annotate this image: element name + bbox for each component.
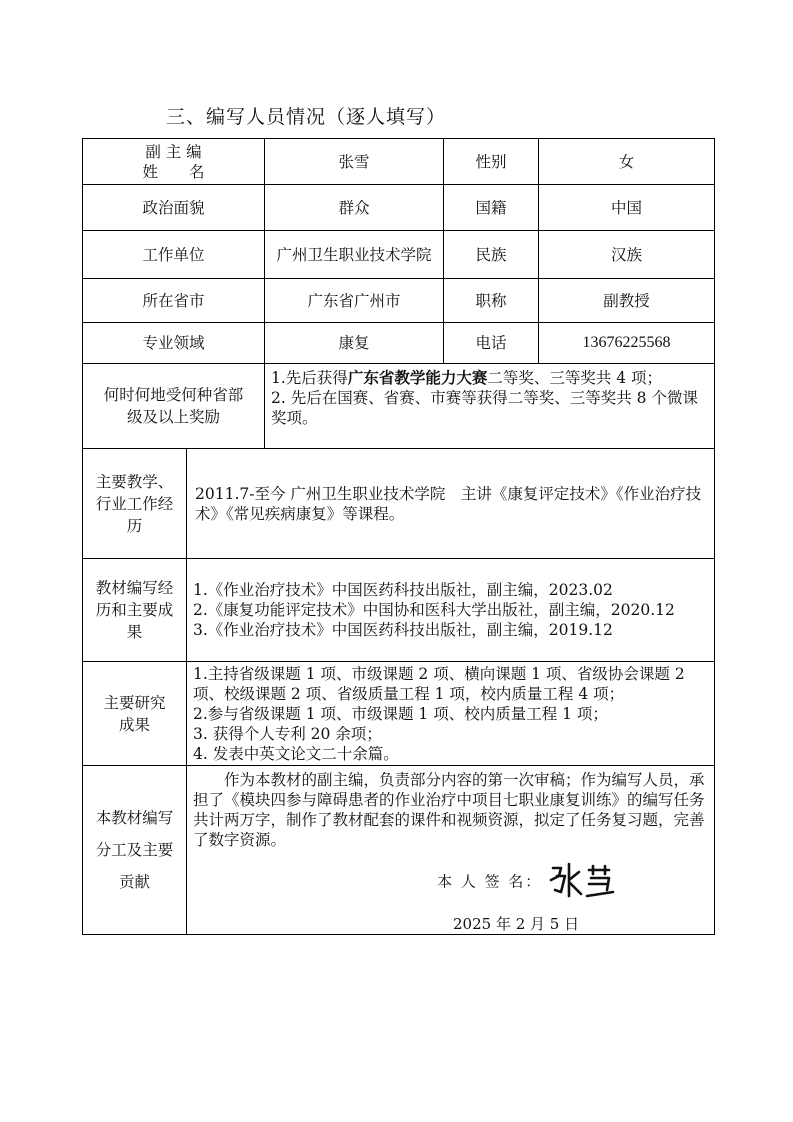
employer-value: 广州卫生职业技术学院 [265,231,444,279]
province-label: 所在省市 [83,279,265,323]
awards-line-2: 2. 先后在国赛、省赛、市赛等获得二等奖、三等奖共 8 个微课奖项。 [271,389,698,427]
signature-date: 2025 年 2 月 5 日 [453,915,580,933]
nationality-value: 中国 [539,185,715,231]
political-value: 群众 [265,185,444,231]
phone-label: 电话 [444,323,539,364]
field-value: 康复 [265,323,444,364]
awards-line-1: 1.先后获得广东省教学能力大赛二等奖、三等奖共 4 项； [271,368,663,387]
handwritten-signature [547,860,619,905]
employer-label: 工作单位 [83,231,265,279]
experience-label: 主要教学、行业工作经历 [83,449,187,559]
gender-value: 女 [539,139,715,185]
research-item: 1.主持省级课题 1 项、市级课题 2 项、横向课题 1 项、省级协会课题 2 项、校级课题 2 项、省级质量工程 1 项，校内质量工程 4 项； [193,664,685,703]
textbook-item: 2.《康复功能评定技术》中国协和医科大学出版社，副主编，2020.12 [193,601,675,619]
role-name-label [83,139,265,185]
field-label: 专业领域 [83,323,265,364]
research-item: 4. 发表中英文论文二十余篇。 [193,744,399,763]
job-title-label: 职称 [444,279,539,323]
contribution-label: 本教材编写分工及主要贡献 [83,766,187,935]
political-label: 政治面貌 [83,185,265,231]
author-info-table [82,138,715,935]
ethnicity-value: 汉族 [539,231,715,279]
gender-label: 性别 [444,139,539,185]
contribution-text: 作为本教材的副主编，负责部分内容的第一次审稿；作为编写人员，承担了《模块四参与障碍患者的作业治疗中项目七职业康复训练》的编写任务共计两万字，制作了教材配套的课件和视频资源，拟定了任务复习题，完善了数字资源。 [193,771,705,849]
research-item: 2.参与省级课题 1 项、市级课题 1 项、校内质量工程 1 项； [193,704,608,723]
role-label-line1: 副 主 编 [145,142,202,161]
textbooks-content [187,559,715,662]
ethnicity-label: 民族 [444,231,539,279]
research-content [187,662,715,766]
nationality-label: 国籍 [444,185,539,231]
phone-value: 13676225568 [539,323,715,364]
job-title-value: 副教授 [539,279,715,323]
province-value: 广东省广州市 [265,279,444,323]
signature-row [193,860,708,904]
textbook-item: 3.《作业治疗技术》中国医药科技出版社，副主编，2019.12 [193,621,613,639]
research-label: 主要研究成果 [83,662,187,766]
contribution-content [187,766,715,935]
experience-content: 2011.7-至今 广州卫生职业技术学院 主讲《康复评定技术》《作业治疗技术》《常见疾病康复》等课程。 [187,449,715,559]
page-title: 三、编写人员情况（逐人填写） [166,106,447,128]
research-item: 3. 获得个人专利 20 余项； [193,724,382,743]
textbook-item: 1.《作业治疗技术》中国医药科技出版社，副主编，2023.02 [193,581,613,599]
signature-label: 本 人 签 名： [437,872,543,891]
awards-label: 何时何地受何种省部级及以上奖励 [83,364,265,449]
textbooks-label: 教材编写经历和主要成果 [83,559,187,662]
name-value: 张雪 [265,139,444,185]
awards-highlight: 广东省教学能力大赛 [347,368,488,387]
role-label-line2: 姓 名 [142,162,205,181]
awards-content [265,364,715,449]
